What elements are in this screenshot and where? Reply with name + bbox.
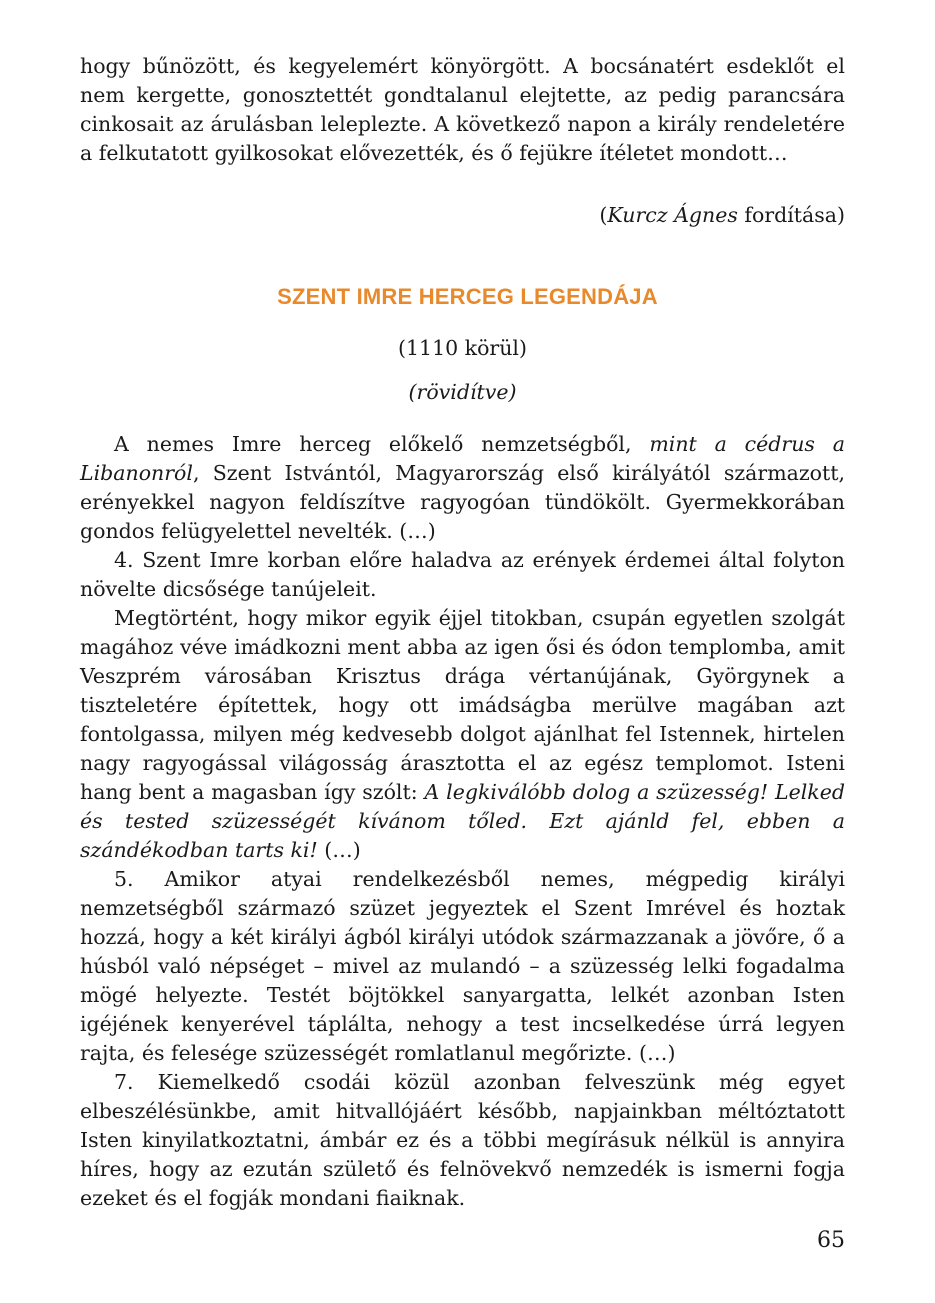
previous-text-block [80, 52, 845, 168]
translator-name: Kurcz Ágnes [607, 203, 738, 227]
section-date: (1110 körül) [397, 336, 527, 360]
paragraph-3-quote: A legkiválóbb dolog a szüzesség! Lelked és tested szüzességét kívánom tőled. Ezt ajánld fel, ebben a szándékodban tarts ki! [80, 780, 845, 862]
previous-text-paragraph: hogy bűnözött, és kegyelemért könyörgött. A bocsánatért esdeklőt el nem kergette, gonosztettét gondtalanul elejtette, az pedig parancsára cinkosait az árulásban leleplezte. A következő napon a király rendeletére a felkutatott gyilkosokat elővezették, és ő fejükre ítéletet mondott… [80, 54, 845, 165]
legend-text [80, 430, 845, 1213]
credit-rest: fordítása) [737, 203, 845, 227]
section-title: SZENT IMRE HERCEG LEGENDÁJA [277, 284, 658, 309]
paragraph-4: 5. Amikor atyai rendelkezésből nemes, mégpedig királyi nemzetségből származó szüzet jegyeztek el Szent Imrével és hoztak hozzá, hogy a két királyi ágból királyi utódok származzanak a jövőre, ő a húsból való népséget – mivel az mulandó – a szüzesség lelki fogadalma mögé helyezte. Testét böjtökkel sanyargatta, lelkét azonban Isten igéjének kenyerével táplálta, nehogy a test incselkedése úrrá legyen rajta, és felesége szüzességét romlatlanul megőrizte. (…) [80, 867, 845, 1065]
paragraph-5: 7. Kiemelkedő csodái közül azonban felveszünk még egyet elbeszélésünkbe, amit hitvallójáért később, napjainkban méltóztatott Isten kinyilatkoztatni, ámbár ez és a többi megírásuk nélkül is annyira híres, hogy az ezután születő és felnövekvő nemzedék is ismerni fogja ezeket és el fogják mondani fiaiknak. [80, 1070, 845, 1210]
paragraph-1-text-a: A nemes Imre herceg előkelő nemzetségből, [114, 432, 650, 456]
paragraph-1-quote: mint a cédrus a Libanonról [80, 432, 845, 485]
paragraph-2: 4. Szent Imre korban előre haladva az erények érdemei által folyton növelte dicsősége tanújeleit. [80, 548, 845, 601]
credit-open: ( [599, 203, 608, 227]
paragraph-1-text-b: , Szent Istvántól, Magyarország első királyától származott, erényekkel nagyon feldíszítve ragyogóan tündökölt. Gyermekkorában gondos felügyelettel nevelték. (…) [80, 461, 845, 543]
paragraph-3-text-a: Megtörtént, hogy mikor egyik éjjel titokban, csupán egyetlen szolgát magához véve imádkozni ment abba az igen ősi és ódon templomba, amit Veszprém városában Krisztus drága vértanújának, Györgynek a tiszteletére építettek, hogy ott imádságba merülve magában azt fontolgassa, milyen még kedvesebb dolgot ajánlhat fel Istennek, hirtelen nagy ragyogással világosság árasztotta el az egész templomot. Isteni hang bent a magasban így szólt: [80, 606, 845, 804]
paragraph-3 [80, 604, 845, 865]
paragraph-1 [80, 430, 845, 546]
section-abridged-note: (rövidítve) [408, 380, 517, 404]
paragraph-3-text-b: (…) [317, 838, 361, 862]
translator-credit [599, 203, 845, 227]
page-number: 65 [817, 1228, 845, 1253]
